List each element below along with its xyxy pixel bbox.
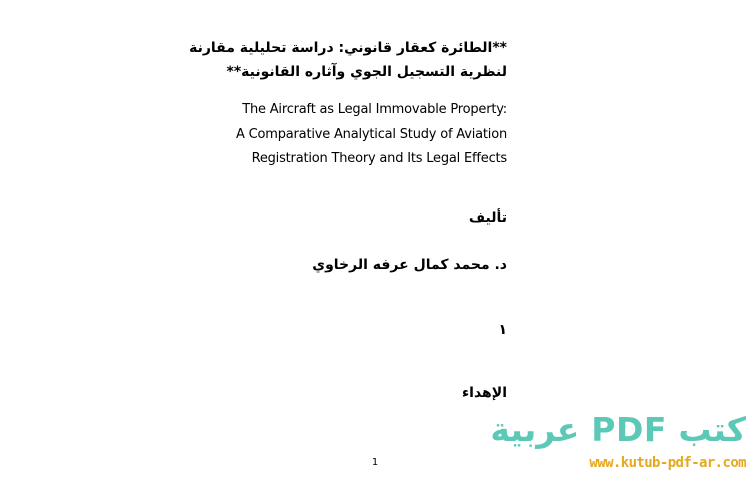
- english-title-line-3: Registration Theory and Its Legal Effects: [251, 151, 507, 166]
- watermark-logo: كتب PDF عربية: [490, 410, 746, 449]
- author-label: تأليف: [468, 210, 507, 226]
- arabic-title-line-2: لنظرية التسجيل الجوي وآثاره القانونية**: [226, 64, 507, 80]
- arabic-title: [189, 36, 507, 84]
- author-name: د. محمد كمال عرفه الرخاوي: [312, 257, 507, 273]
- dedication-heading: الإهداء: [462, 385, 507, 401]
- section-number: ١: [498, 322, 507, 338]
- watermark-url: www.kutub-pdf-ar.com: [589, 455, 746, 471]
- page-number: 1: [371, 457, 379, 468]
- english-title-line-2: A Comparative Analytical Study of Aviation: [236, 126, 507, 142]
- english-title-line-1: The Aircraft as Legal Immovable Property:: [242, 102, 507, 117]
- english-title: [236, 98, 507, 172]
- arabic-title-line-1: **الطائرة كعقار قانوني: دراسة تحليلية مقارنة: [189, 40, 507, 56]
